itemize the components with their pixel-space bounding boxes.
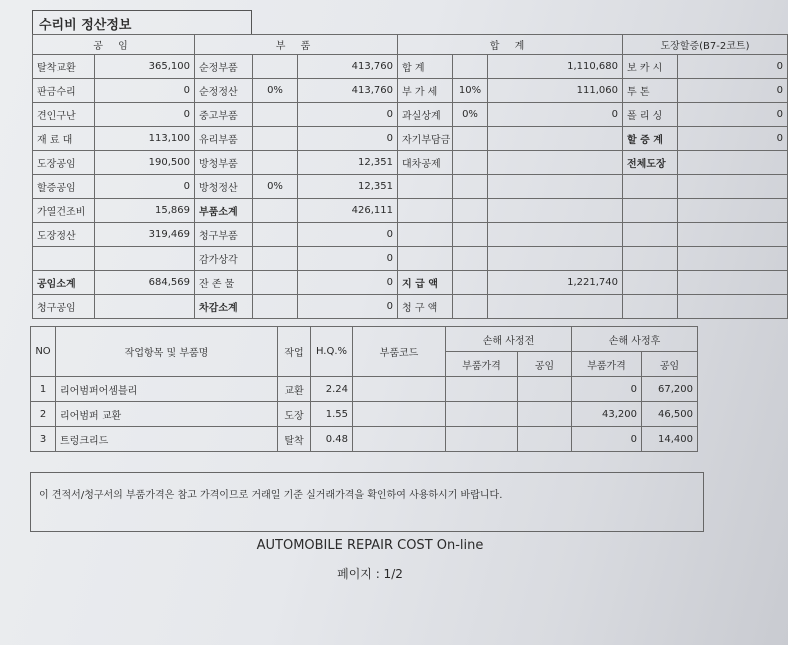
col-after-labor: 공임 bbox=[642, 352, 698, 377]
total-percent: 0% bbox=[453, 103, 488, 127]
labor-label: 견인구난 bbox=[33, 103, 95, 127]
price-notice-text: 이 견적서/청구서의 부품가격은 참고 가격이므로 거래일 기준 실거래가격을 확인하여 사용하시기 바랍니다. bbox=[39, 490, 503, 501]
total-value bbox=[488, 223, 623, 247]
surcharge-value: 0 bbox=[678, 55, 788, 79]
surcharge-label bbox=[623, 223, 678, 247]
settlement-row bbox=[33, 223, 788, 247]
settlement-table bbox=[32, 34, 788, 319]
surcharge-value bbox=[678, 295, 788, 319]
surcharge-value bbox=[678, 151, 788, 175]
total-value: 1,110,680 bbox=[488, 55, 623, 79]
item-hq: 1.55 bbox=[311, 402, 353, 427]
parts-label: 유리부품 bbox=[195, 127, 253, 151]
labor-value: 319,469 bbox=[95, 223, 195, 247]
labor-value bbox=[95, 295, 195, 319]
item-no: 2 bbox=[31, 402, 56, 427]
total-value bbox=[488, 127, 623, 151]
settlement-row bbox=[33, 103, 788, 127]
parts-label: 방청부품 bbox=[195, 151, 253, 175]
paint-surcharge-header: 도장할증(B7-2코트) bbox=[623, 35, 788, 55]
col-before-labor: 공임 bbox=[518, 352, 572, 377]
total-percent: 10% bbox=[453, 79, 488, 103]
total-label bbox=[398, 223, 453, 247]
col-hq: H.Q.% bbox=[311, 327, 353, 377]
total-label: 과실상계 bbox=[398, 103, 453, 127]
item-after-labor: 14,400 bbox=[642, 427, 698, 452]
labor-value: 365,100 bbox=[95, 55, 195, 79]
item-after-labor: 67,200 bbox=[642, 377, 698, 402]
surcharge-value: 0 bbox=[678, 79, 788, 103]
settlement-row bbox=[33, 199, 788, 223]
total-percent bbox=[453, 175, 488, 199]
total-percent bbox=[453, 223, 488, 247]
item-after-labor: 46,500 bbox=[642, 402, 698, 427]
parts-percent: 0% bbox=[253, 175, 298, 199]
total-label: 부 가 세 bbox=[398, 79, 453, 103]
parts-label: 감가상각 bbox=[195, 247, 253, 271]
parts-label: 차감소계 bbox=[195, 295, 253, 319]
total-value: 0 bbox=[488, 103, 623, 127]
item-part-code bbox=[353, 427, 446, 452]
parts-label: 부품소계 bbox=[195, 199, 253, 223]
item-part-code bbox=[353, 402, 446, 427]
surcharge-value: 0 bbox=[678, 103, 788, 127]
settlement-row bbox=[33, 175, 788, 199]
labor-label: 청구공임 bbox=[33, 295, 95, 319]
col-before-assessment: 손해 사정전 bbox=[446, 327, 572, 352]
col-no: NO bbox=[31, 327, 56, 377]
col-after-assessment: 손해 사정후 bbox=[572, 327, 698, 352]
col-after-price: 부품가격 bbox=[572, 352, 642, 377]
settlement-row bbox=[33, 79, 788, 103]
item-hq: 0.48 bbox=[311, 427, 353, 452]
table-row bbox=[31, 427, 698, 452]
total-percent bbox=[453, 295, 488, 319]
settlement-row bbox=[33, 55, 788, 79]
total-label: 자기부담금 bbox=[398, 127, 453, 151]
total-label bbox=[398, 175, 453, 199]
item-work: 도장 bbox=[278, 402, 311, 427]
title-text: 수리비 정산정보 bbox=[39, 18, 132, 33]
surcharge-value: 0 bbox=[678, 127, 788, 151]
document-title bbox=[32, 10, 252, 34]
item-before-price bbox=[446, 377, 518, 402]
item-after-price: 0 bbox=[572, 427, 642, 452]
page-number: 페이지 : 1/2 bbox=[337, 567, 403, 581]
labor-value: 684,569 bbox=[95, 271, 195, 295]
labor-value: 0 bbox=[95, 79, 195, 103]
surcharge-label bbox=[623, 175, 678, 199]
labor-label bbox=[33, 247, 95, 271]
parts-percent bbox=[253, 199, 298, 223]
settlement-row bbox=[33, 271, 788, 295]
labor-value: 190,500 bbox=[95, 151, 195, 175]
parts-label: 청구부품 bbox=[195, 223, 253, 247]
price-notice-box bbox=[30, 472, 704, 532]
total-percent bbox=[453, 247, 488, 271]
item-name: 트렁크리드 bbox=[56, 427, 278, 452]
labor-label: 탈착교환 bbox=[33, 55, 95, 79]
total-value bbox=[488, 295, 623, 319]
total-percent bbox=[453, 127, 488, 151]
parts-value: 0 bbox=[298, 295, 398, 319]
parts-percent bbox=[253, 223, 298, 247]
labor-label: 가열건조비 bbox=[33, 199, 95, 223]
total-percent bbox=[453, 271, 488, 295]
labor-label: 할증공임 bbox=[33, 175, 95, 199]
parts-percent bbox=[253, 271, 298, 295]
total-value bbox=[488, 247, 623, 271]
item-no: 3 bbox=[31, 427, 56, 452]
labor-value: 0 bbox=[95, 103, 195, 127]
parts-value: 0 bbox=[298, 103, 398, 127]
surcharge-label: 폴 리 싱 bbox=[623, 103, 678, 127]
surcharge-value bbox=[678, 247, 788, 271]
parts-value: 0 bbox=[298, 223, 398, 247]
parts-percent bbox=[253, 103, 298, 127]
parts-label: 방청정산 bbox=[195, 175, 253, 199]
parts-value: 413,760 bbox=[298, 55, 398, 79]
total-value: 111,060 bbox=[488, 79, 623, 103]
total-label: 청 구 액 bbox=[398, 295, 453, 319]
parts-percent bbox=[253, 151, 298, 175]
item-name: 리어범퍼 교환 bbox=[56, 402, 278, 427]
labor-header: 공 임 bbox=[33, 35, 195, 55]
col-part-code: 부품코드 bbox=[353, 327, 446, 377]
settlement-row bbox=[33, 295, 788, 319]
total-percent bbox=[453, 55, 488, 79]
total-header: 합 계 bbox=[398, 35, 623, 55]
total-value bbox=[488, 175, 623, 199]
total-value bbox=[488, 151, 623, 175]
repair-items-table bbox=[30, 326, 698, 452]
labor-value: 113,100 bbox=[95, 127, 195, 151]
labor-value: 15,869 bbox=[95, 199, 195, 223]
parts-label: 순정정산 bbox=[195, 79, 253, 103]
parts-percent bbox=[253, 55, 298, 79]
surcharge-label: 전체도장 bbox=[623, 151, 678, 175]
surcharge-label: 투 톤 bbox=[623, 79, 678, 103]
col-before-price: 부품가격 bbox=[446, 352, 518, 377]
total-label: 대차공제 bbox=[398, 151, 453, 175]
parts-value: 0 bbox=[298, 127, 398, 151]
item-part-code bbox=[353, 377, 446, 402]
surcharge-value bbox=[678, 199, 788, 223]
total-label bbox=[398, 247, 453, 271]
labor-label: 도장정산 bbox=[33, 223, 95, 247]
parts-value: 12,351 bbox=[298, 175, 398, 199]
settlement-row bbox=[33, 247, 788, 271]
parts-value: 0 bbox=[298, 271, 398, 295]
labor-label: 공임소계 bbox=[33, 271, 95, 295]
items-header-row bbox=[31, 327, 698, 352]
surcharge-label: 할 증 계 bbox=[623, 127, 678, 151]
item-no: 1 bbox=[31, 377, 56, 402]
table-row bbox=[31, 377, 698, 402]
parts-label: 잔 존 물 bbox=[195, 271, 253, 295]
item-work: 교환 bbox=[278, 377, 311, 402]
settlement-row bbox=[33, 151, 788, 175]
item-before-labor bbox=[518, 427, 572, 452]
settlement-row bbox=[33, 127, 788, 151]
total-label bbox=[398, 199, 453, 223]
footer-title: AUTOMOBILE REPAIR COST On-line bbox=[256, 538, 484, 553]
parts-header: 부 품 bbox=[195, 35, 398, 55]
item-after-price: 0 bbox=[572, 377, 642, 402]
surcharge-label bbox=[623, 199, 678, 223]
parts-value: 0 bbox=[298, 247, 398, 271]
item-before-price bbox=[446, 402, 518, 427]
total-percent bbox=[453, 151, 488, 175]
parts-label: 중고부품 bbox=[195, 103, 253, 127]
item-before-labor bbox=[518, 377, 572, 402]
parts-percent: 0% bbox=[253, 79, 298, 103]
parts-percent bbox=[253, 127, 298, 151]
labor-label: 판금수리 bbox=[33, 79, 95, 103]
item-before-price bbox=[446, 427, 518, 452]
table-row bbox=[31, 402, 698, 427]
parts-percent bbox=[253, 295, 298, 319]
total-percent bbox=[453, 199, 488, 223]
item-work: 탈착 bbox=[278, 427, 311, 452]
total-value: 1,221,740 bbox=[488, 271, 623, 295]
surcharge-label: 보 카 시 bbox=[623, 55, 678, 79]
surcharge-label bbox=[623, 271, 678, 295]
parts-percent bbox=[253, 247, 298, 271]
col-work: 작업 bbox=[278, 327, 311, 377]
labor-value: 0 bbox=[95, 175, 195, 199]
surcharge-label bbox=[623, 247, 678, 271]
item-before-labor bbox=[518, 402, 572, 427]
labor-value bbox=[95, 247, 195, 271]
parts-label: 순정부품 bbox=[195, 55, 253, 79]
col-item-name: 작업항목 및 부품명 bbox=[56, 327, 278, 377]
total-value bbox=[488, 199, 623, 223]
item-hq: 2.24 bbox=[311, 377, 353, 402]
parts-value: 426,111 bbox=[298, 199, 398, 223]
surcharge-label bbox=[623, 295, 678, 319]
surcharge-value bbox=[678, 223, 788, 247]
total-label: 합 계 bbox=[398, 55, 453, 79]
labor-label: 재 료 대 bbox=[33, 127, 95, 151]
parts-value: 413,760 bbox=[298, 79, 398, 103]
surcharge-value bbox=[678, 271, 788, 295]
labor-label: 도장공임 bbox=[33, 151, 95, 175]
settlement-header-row bbox=[33, 35, 788, 55]
total-label: 지 급 액 bbox=[398, 271, 453, 295]
item-name: 리어범퍼어셈블리 bbox=[56, 377, 278, 402]
parts-value: 12,351 bbox=[298, 151, 398, 175]
surcharge-value bbox=[678, 175, 788, 199]
item-after-price: 43,200 bbox=[572, 402, 642, 427]
